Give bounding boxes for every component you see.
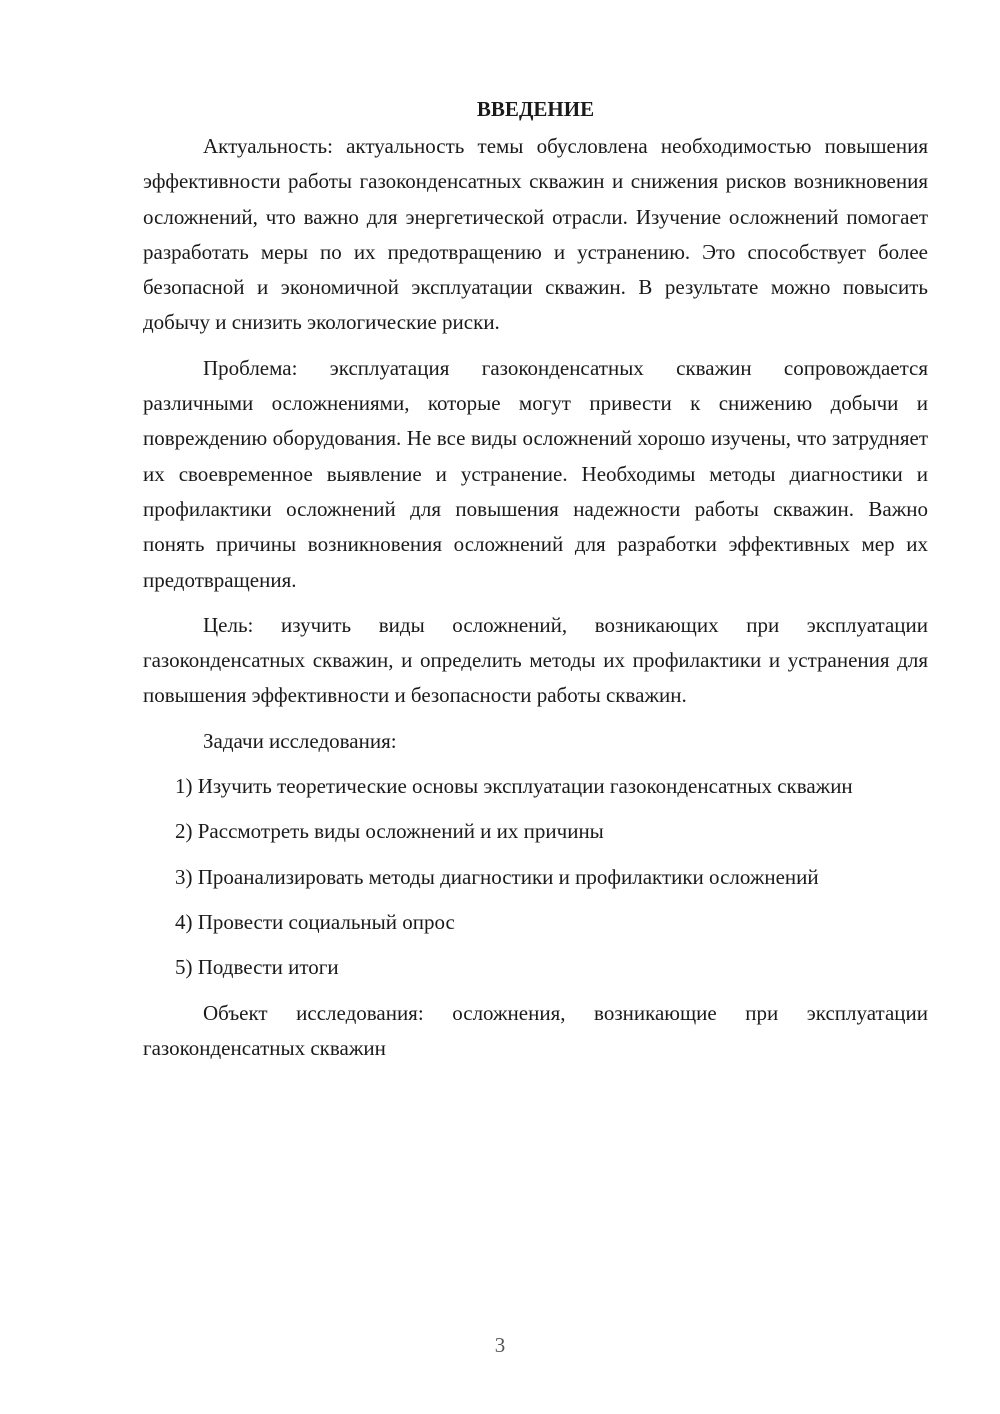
- paragraph-relevance: Актуальность: актуальность темы обусловлена необходимостью повышения эффективности работы газоконденсатных скважин и снижения рисков возникновения осложнений, что важно для энергетической отрасли. Изучение осложнений помогает разработать меры по их предотвращению и устранению. Это способствует более безопасной и экономичной эксплуатации скважин. В результате можно повысить добычу и снизить экологические риски.: [143, 134, 928, 335]
- task-item: 1) Изучить теоретические основы эксплуатации газоконденсатных скважин: [175, 774, 853, 799]
- paragraph-goal: Цель: изучить виды осложнений, возникающих при эксплуатации газоконденсатных скважин, и определить методы их профилактики и устранения для повышения эффективности и безопасности работы скважин.: [143, 612, 928, 708]
- page-number: 3: [494, 1333, 506, 1357]
- paragraph-object: Объект исследования: осложнения, возникающие при эксплуатации газоконденсатных скважин: [143, 1000, 928, 1060]
- task-item: 3) Проанализировать методы диагностики и профилактики осложнений: [175, 864, 819, 889]
- document-page: [143, 92, 928, 1076]
- paragraph-tasks-heading: Задачи исследования:: [203, 728, 397, 753]
- task-item: 4) Провести социальный опрос: [175, 909, 455, 934]
- paragraph-problem: Проблема: эксплуатация газоконденсатных скважин сопровождается различными осложнениями, которые могут привести к снижению добычи и повреждению оборудования. Не все виды осложнений хорошо изучены, что затрудняет их своевременное выявление и устранение. Необходимы методы диагностики и профилактики осложнений для повышения надежности работы скважин. Важно понять причины возникновения осложнений для разработки эффективных мер их предотвращения.: [143, 355, 928, 592]
- task-item: 2) Рассмотреть виды осложнений и их причины: [175, 819, 604, 844]
- section-title: ВВЕДЕНИЕ: [476, 97, 595, 121]
- task-item: 5) Подвести итоги: [175, 955, 339, 980]
